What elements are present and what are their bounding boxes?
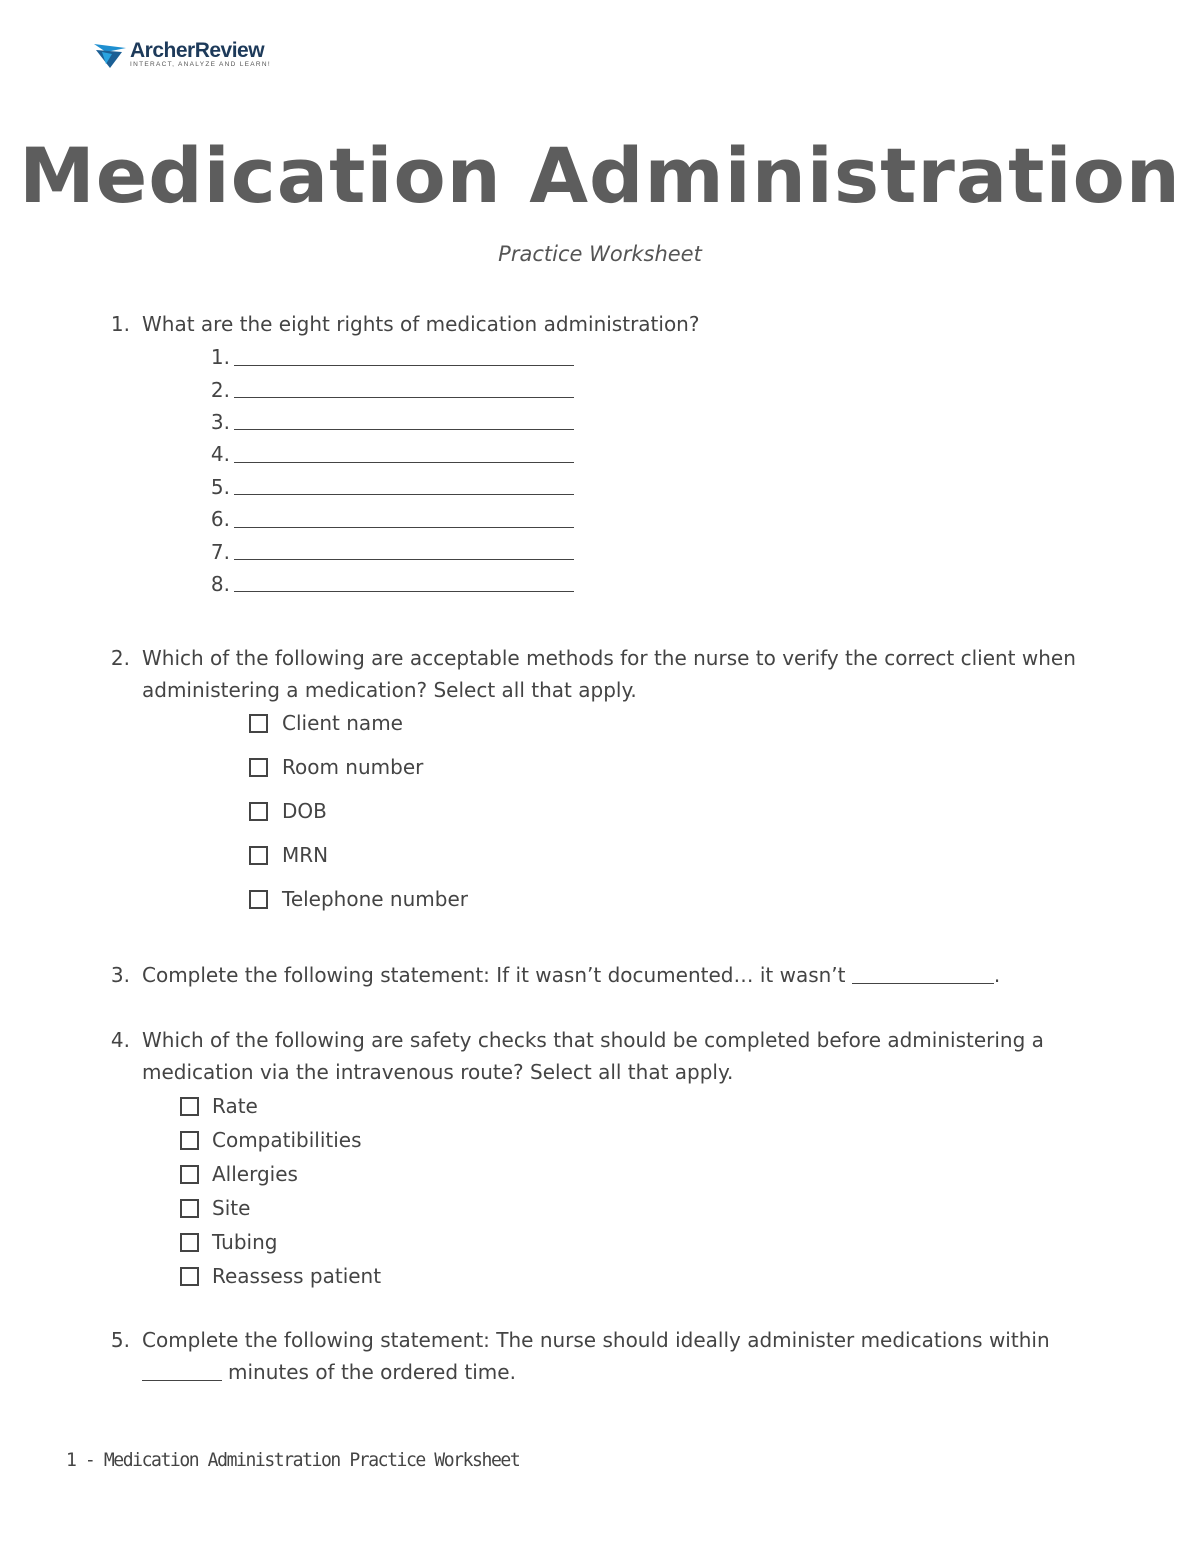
page-subtitle: Practice Worksheet xyxy=(498,242,702,266)
question-4-options xyxy=(180,1089,381,1293)
question-number: 4. xyxy=(110,1028,130,1052)
checkbox-icon[interactable] xyxy=(249,714,268,733)
page-number: 1 xyxy=(66,1449,76,1471)
blank-number: 7. xyxy=(210,539,230,564)
page-footer xyxy=(66,1449,519,1471)
blank-number: 4. xyxy=(210,442,230,467)
question-3 xyxy=(100,959,1130,991)
blank-number: 2. xyxy=(210,377,230,402)
answer-blank[interactable] xyxy=(234,527,574,528)
brand-tagline: INTERACT, ANALYZE AND LEARN! xyxy=(130,60,272,68)
checkbox-option[interactable] xyxy=(180,1157,381,1191)
option-label: Tubing xyxy=(212,1230,278,1254)
checkbox-icon[interactable] xyxy=(249,802,268,821)
checkbox-option[interactable] xyxy=(249,877,468,921)
question-text: Complete the following statement: If it wasn’t documented… it wasn’t xyxy=(142,963,846,987)
blank-row xyxy=(204,535,574,567)
checkbox-option[interactable] xyxy=(249,745,468,789)
blank-number: 6. xyxy=(210,507,230,532)
option-label: Site xyxy=(212,1196,251,1220)
option-label: DOB xyxy=(282,799,327,823)
checkbox-option[interactable] xyxy=(249,833,468,877)
answer-blank[interactable] xyxy=(234,591,574,592)
blank-number: 8. xyxy=(210,571,230,596)
question-5 xyxy=(100,1324,1130,1388)
blank-row xyxy=(204,406,574,438)
question-text: Which of the following are acceptable methods for the nurse to verify the correct client when administering a medication? Select all that apply. xyxy=(142,646,1076,702)
question-number: 5. xyxy=(110,1328,130,1352)
page-title: Medication Administration xyxy=(19,131,1181,220)
answer-blank[interactable] xyxy=(234,494,574,495)
checkbox-icon[interactable] xyxy=(249,890,268,909)
option-label: Telephone number xyxy=(282,887,468,911)
blank-row xyxy=(204,568,574,600)
arrow-logo-icon xyxy=(92,38,128,70)
blank-row xyxy=(204,503,574,535)
question-text-end: minutes of the ordered time. xyxy=(228,1360,516,1384)
blank-number: 3. xyxy=(210,409,230,434)
question-4 xyxy=(100,1024,1130,1088)
checkbox-option[interactable] xyxy=(180,1259,381,1293)
question-1 xyxy=(100,308,1130,340)
option-label: Room number xyxy=(282,755,424,779)
checkbox-icon[interactable] xyxy=(180,1131,199,1150)
blank-number: 5. xyxy=(210,474,230,499)
checkbox-icon[interactable] xyxy=(249,758,268,777)
archer-review-logo xyxy=(92,38,271,70)
checkbox-icon[interactable] xyxy=(249,846,268,865)
blank-number: 1. xyxy=(210,345,230,370)
blank-row xyxy=(204,471,574,503)
brand-name: ArcherReview xyxy=(130,38,265,62)
footer-text: Medication Administration Practice Worksheet xyxy=(103,1449,520,1471)
checkbox-option[interactable] xyxy=(180,1123,381,1157)
answer-blank[interactable] xyxy=(234,365,574,366)
answer-blank[interactable] xyxy=(234,559,574,560)
question-number: 1. xyxy=(110,312,130,336)
option-label: MRN xyxy=(282,843,329,867)
answer-blank[interactable] xyxy=(142,1380,222,1381)
question-2 xyxy=(100,642,1130,706)
checkbox-icon[interactable] xyxy=(180,1199,199,1218)
checkbox-option[interactable] xyxy=(249,789,468,833)
blank-row xyxy=(204,438,574,470)
blank-row xyxy=(204,373,574,405)
checkbox-icon[interactable] xyxy=(180,1233,199,1252)
blank-row xyxy=(204,341,574,373)
checkbox-option[interactable] xyxy=(180,1089,381,1123)
answer-blank[interactable] xyxy=(234,397,574,398)
question-number: 2. xyxy=(110,646,130,670)
checkbox-icon[interactable] xyxy=(180,1165,199,1184)
answer-blank[interactable] xyxy=(234,429,574,430)
option-label: Client name xyxy=(282,711,403,735)
checkbox-icon[interactable] xyxy=(180,1097,199,1116)
answer-blank[interactable] xyxy=(852,983,994,984)
question-number: 3. xyxy=(110,963,130,987)
question-2-options xyxy=(249,701,468,921)
question-text: What are the eight rights of medication administration? xyxy=(142,312,700,336)
footer-separator: - xyxy=(84,1449,95,1471)
eight-rights-blanks xyxy=(204,341,574,600)
option-label: Compatibilities xyxy=(212,1128,362,1152)
option-label: Rate xyxy=(212,1094,258,1118)
answer-blank[interactable] xyxy=(234,462,574,463)
checkbox-option[interactable] xyxy=(249,701,468,745)
checkbox-option[interactable] xyxy=(180,1225,381,1259)
question-text: Complete the following statement: The nurse should ideally administer medications within xyxy=(142,1328,1050,1352)
question-text-end: . xyxy=(993,963,1001,987)
option-label: Allergies xyxy=(212,1162,298,1186)
option-label: Reassess patient xyxy=(212,1264,382,1288)
checkbox-option[interactable] xyxy=(180,1191,381,1225)
question-text: Which of the following are safety checks that should be completed before administering a medication via the intravenous route? Select all that apply. xyxy=(142,1028,1044,1084)
checkbox-icon[interactable] xyxy=(180,1267,199,1286)
